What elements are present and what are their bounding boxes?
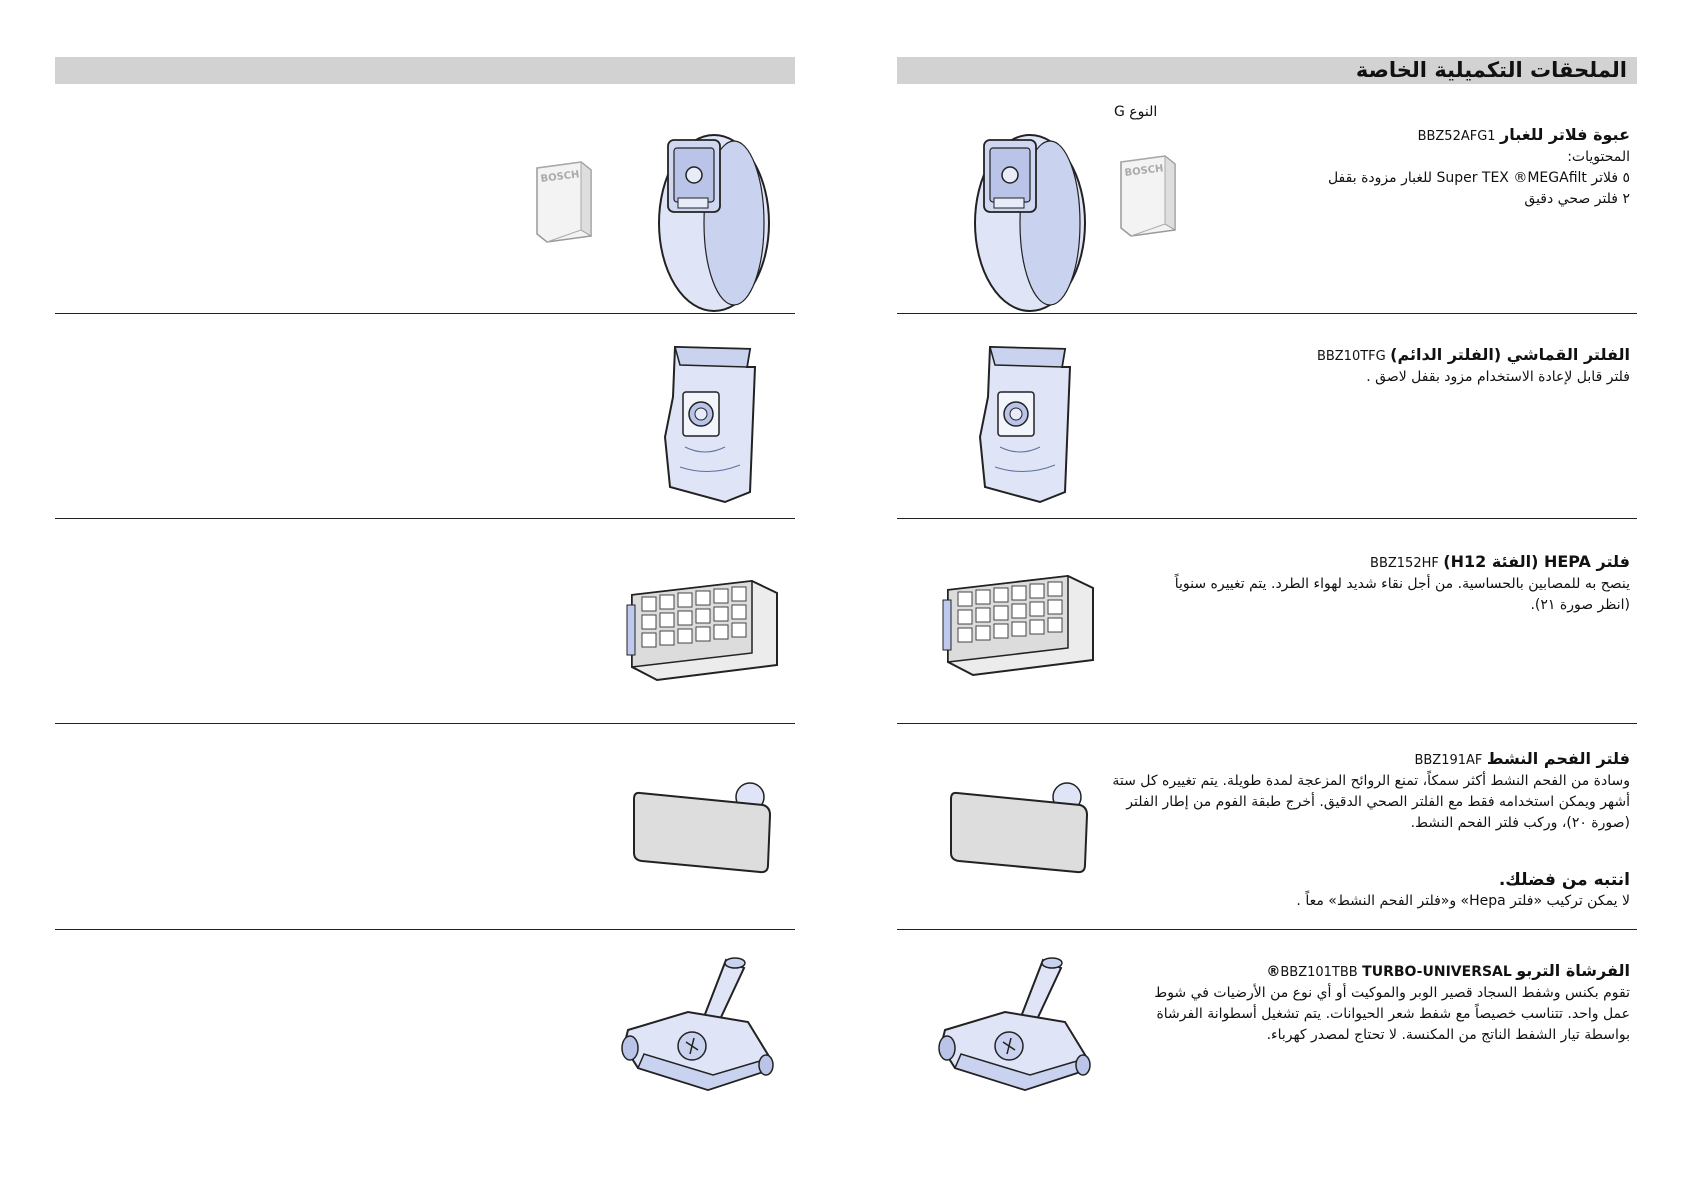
description-line: (انظر صورة ٢١). [1530,597,1630,613]
product-code: BBZ152HF [1370,556,1439,571]
section-title: الفلتر القماشي (الفلتر الدائم) [1390,345,1630,364]
section-title: عبوة فلاتر للغبار [1500,125,1630,144]
brand-name: TURBO-UNIVERSAL® [1266,964,1512,980]
section-title: الفرشاة التربو [1516,961,1630,980]
turbo-brush-illustration [935,950,1095,1095]
divider [897,518,1637,519]
product-code: BBZ10TFG [1316,349,1386,364]
hepa-filter-illustration [938,570,1098,680]
notice-title: انتبه من فضلك. [1498,870,1630,890]
type-label: النوع G [1114,104,1158,120]
turbo-brush-block [1110,960,1630,1046]
hepa-filter-illustration [622,575,782,685]
description-line: ينصح به للمصابين بالحساسية. من أجل نقاء شديد لهواء الطرد. يتم تغييره سنوياً [1174,576,1630,592]
textile-filter-illustration [970,337,1080,507]
section-title: فلتر الفحم النشط [1486,749,1630,768]
product-code: BBZ101TBB [1280,965,1358,980]
divider [55,723,795,724]
notice-text: لا يمكن تركيب «فلتر Hepa» و«فلتر الفحم النشط» معاً . [1296,893,1630,909]
contents-line: ٢ فلتر صحي دقيق [1524,191,1630,207]
product-code: BBZ52AFG1 [1417,129,1496,144]
textile-filter-illustration [655,337,765,507]
filter-box-illustration [1117,152,1181,242]
description-line: عمل واحد. تتناسب خصيصاً مع شفط شعر الحيوانات. يتم تشغيل أسطوانة الفرشاة [1156,1006,1630,1022]
product-code: BBZ191AF [1414,753,1483,768]
description-line: وسادة من الفحم النشط أكثر سمكاً، تمنع الروائح المزعجة لمدة طويلة. يتم تغييره كل ستة [1112,773,1630,789]
description-line: (صورة ٢٠)، وركب فلتر الفحم النشط. [1410,815,1630,831]
dust-bag-illustration [654,128,784,320]
textile-filter-block [1200,344,1630,388]
description-line: أشهر ويمكن استخدامه فقط مع الفلتر الصحي الدقيق. أخرج طبقة الفوم من إطار الفلتر [1126,794,1630,810]
left-page-header-bar [55,57,795,84]
divider [897,723,1637,724]
description-line: بواسطة تيار الشفط الناتج من المكنسة. لا تحتاج لمصدر كهرباء. [1266,1027,1630,1043]
carbon-filter-illustration [628,775,776,879]
contents-line: ٥ فلاتر Super TEX ®MEGAfilt للغبار مزودة بقفل [1327,170,1630,186]
dust-bag-illustration [970,128,1100,320]
page-title: الملحقات التكميلية الخاصة [1355,58,1627,82]
contents-label: المحتويات: [1567,149,1630,165]
carbon-filter-illustration [945,775,1093,879]
divider [897,929,1637,930]
divider [55,518,795,519]
filter-box-illustration [533,158,597,248]
notice-block [1200,870,1630,912]
section-title: فلتر HEPA (الفئة H12) [1443,552,1630,571]
description-line: تقوم بكنس وشفط السجاد قصير الوبر والموكيت أو أي نوع من الأرضيات في شوط [1154,985,1630,1001]
carbon-filter-block [1090,748,1630,834]
divider [55,929,795,930]
dust-bag-pack-block [1180,124,1630,210]
description-line: فلتر قابل لإعادة الاستخدام مزود بقفل لاصق . [1366,369,1630,385]
hepa-filter-block [1125,551,1630,616]
turbo-brush-illustration [618,950,778,1095]
right-page-header-bar [897,57,1637,84]
